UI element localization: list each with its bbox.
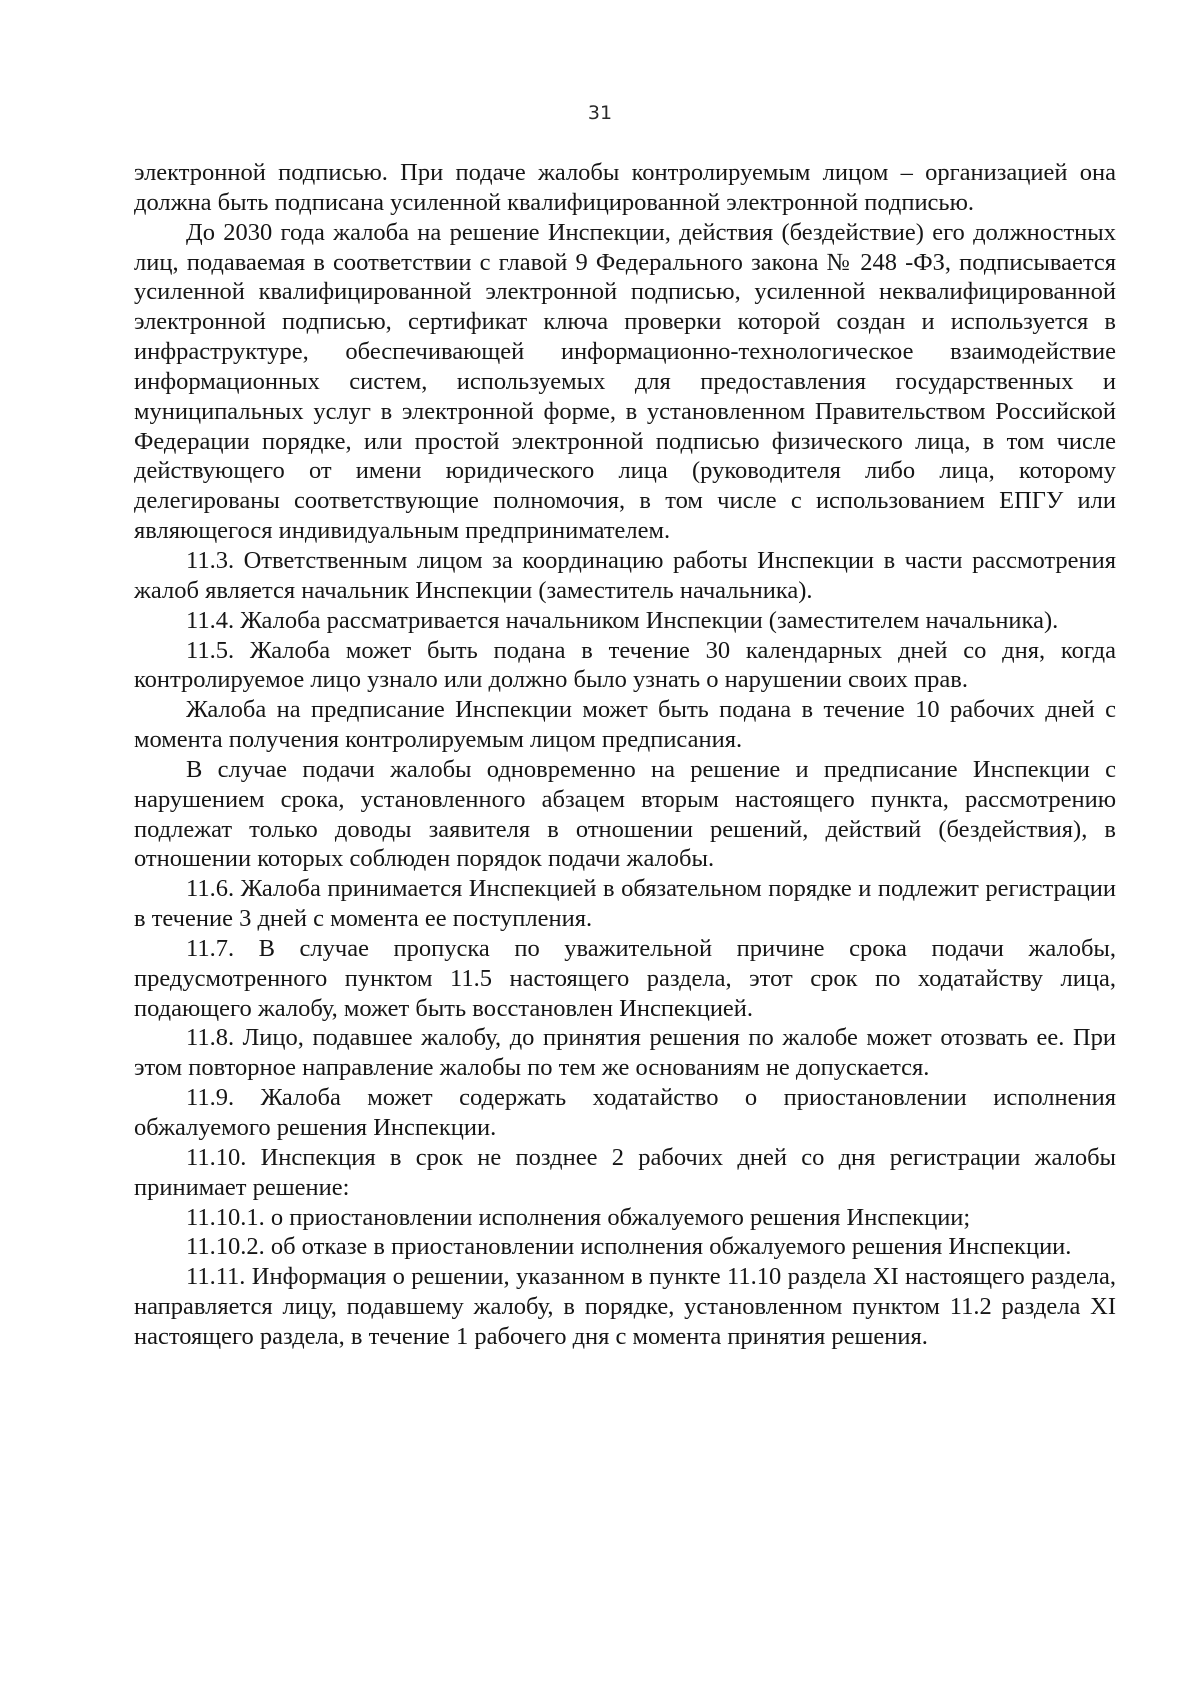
paragraph-4: 11.4. Жалоба рассматривается начальником Инспекции (заместителем начальника). — [186, 606, 1059, 634]
paragraph-11: 11.9. Жалоба может содержать ходатайство о приостановлении исполнения обжалуемого решения Инспекции. — [134, 1084, 1116, 1141]
paragraph-14: 11.10.2. об отказе в приостановлении исполнения обжалуемого решения Инспекции. — [186, 1233, 1072, 1261]
paragraph-13: 11.10.1. о приостановлении исполнения обжалуемого решения Инспекции; — [186, 1203, 971, 1231]
paragraph-1: электронной подписью. При подаче жалобы контролируемым лицом – организацией она должна быть подписана усиленной квалифицированной электронной подписью. — [134, 159, 1116, 216]
page-number: 31 — [587, 102, 613, 124]
paragraph-8: 11.6. Жалоба принимается Инспекцией в обязательном порядке и подлежит регистрации в течение 3 дней с момента ее поступления. — [134, 875, 1116, 933]
document-body — [134, 158, 1116, 1352]
paragraph-12: 11.10. Инспекция в срок не позднее 2 рабочих дней со дня регистрации жалобы принимает решение: — [134, 1143, 1116, 1201]
paragraph-2: До 2030 года жалоба на решение Инспекции, действия (бездействие) его должностных лиц, подаваемая в соответствии с главой 9 Федерального закона № 248 -ФЗ, подписывается усиленной квалифицированной электронной подписью, усиленной неквалифицированной электронной подписью, сертификат ключа проверки которой создан и используется в инфраструктуре, обеспечивающей информационно-технологическое взаимодействие информационных систем, используемых для предоставления государственных и муниципальных услуг в электронной форме, в установленном Правительством Российской Федерации порядке, или простой электронной подписью физического лица, в том числе действующего от имени юридического лица (руководителя либо лица, которому делегированы соответствующие полномочия, в том числе с использованием ЕПГУ или являющегося индивидуальным предпринимателем. — [134, 218, 1116, 545]
paragraph-9: 11.7. В случае пропуска по уважительной причине срока подачи жалобы, предусмотренного пунктом 11.5 настоящего раздела, этот срок по ходатайству лица, подающего жалобу, может быть восстановлен Инспекцией. — [134, 934, 1116, 1022]
paragraph-3: 11.3. Ответственным лицом за координацию работы Инспекции в части рассмотрения жалоб является начальник Инспекции (заместитель начальника). — [134, 546, 1116, 604]
paragraph-7: В случае подачи жалобы одновременно на решение и предписание Инспекции с нарушением срока, установленного абзацем вторым настоящего пункта, рассмотрению подлежат только доводы заявителя в отношении решений, действий (бездействия), в отношении которых соблюден порядок подачи жалобы. — [134, 755, 1116, 873]
paragraph-6: Жалоба на предписание Инспекции может быть подана в течение 10 рабочих дней с момента получения контролируемым лицом предписания. — [134, 696, 1116, 754]
paragraph-5: 11.5. Жалоба может быть подана в течение 30 календарных дней со дня, когда контролируемое лицо узнало или должно было узнать о нарушении своих прав. — [134, 636, 1116, 694]
paragraph-10: 11.8. Лицо, подавшее жалобу, до принятия решения по жалобе может отозвать ее. При этом повторное направление жалобы по тем же основаниям не допускается. — [134, 1024, 1116, 1082]
paragraph-15: 11.11. Информация о решении, указанном в пункте 11.10 раздела XI настоящего раздела, направляется лицу, подавшему жалобу, в порядке, установленном пунктом 11.2 раздела XI настоящего раздела, в течение 1 рабочего дня с момента принятия решения. — [134, 1263, 1116, 1350]
